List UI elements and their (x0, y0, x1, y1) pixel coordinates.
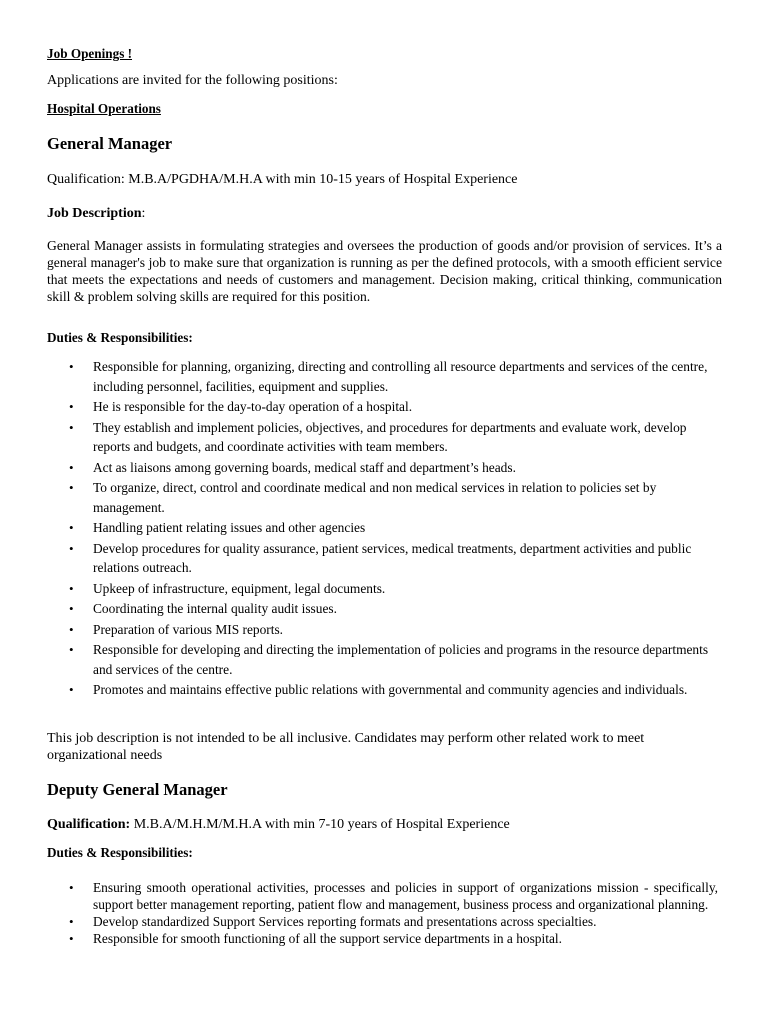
list-item: • To organize, direct, control and coordinate medical and non medical services in relation to policies set by management. (69, 480, 657, 515)
gm-disclaimer: This job description is not intended to be all inclusive. Candidates may perform other related work to meet organizational needs (47, 731, 645, 763)
bullet-icon: • (69, 601, 74, 616)
bullet-icon: • (69, 880, 74, 895)
bullet-icon: • (69, 682, 74, 697)
bullet-icon: • (69, 621, 74, 637)
gm-duties-label: Duties & Responsibilities: (47, 330, 193, 345)
job-description-label-text: Job Description (47, 206, 142, 221)
department-heading: Hospital Operations (47, 101, 161, 116)
list-item: • They establish and implement policies, objectives, and procedures for departments and evaluate work, develop reports and budgets, and coordinate activities with team members. (69, 419, 687, 454)
gm-title: General Manager (47, 134, 173, 153)
job-openings-heading: Job Openings ! (47, 46, 133, 61)
dgm-duties-list (47, 879, 722, 947)
dgm-qualification (47, 816, 510, 833)
bullet-icon: • (69, 359, 74, 374)
dgm-qualification-label: Qualification: (47, 817, 131, 832)
list-item: • He is responsible for the day-to-day operation of a hospital. (47, 397, 722, 417)
bullet-icon: • (69, 520, 74, 535)
list-item: • Responsible for developing and directing the implementation of policies and programs in the resource departments and services of the centre. (69, 642, 709, 677)
list-item: • Develop standardized Support Services reporting formats and presentations across specialties. (69, 914, 597, 929)
bullet-icon: • (69, 480, 74, 495)
list-item: • Ensuring smooth operational activities, processes and policies in support of organizations mission - specifically, support better management reporting, patient flow and management, business process and organizational planning. (69, 880, 718, 912)
bullet-icon: • (69, 580, 74, 596)
bullet-icon: • (69, 399, 74, 414)
dgm-qualification-text: M.B.A/M.H.M/M.H.A with min 7-10 years of Hospital Experience (130, 817, 510, 832)
bullet-icon: • (69, 540, 74, 556)
bullet-icon: • (69, 914, 74, 929)
list-item: • Coordinating the internal quality audit issues. (47, 599, 722, 619)
job-description-colon: : (141, 206, 146, 221)
list-item: • Develop procedures for quality assurance, patient services, medical treatments, department activities and public relations outreach. (69, 540, 692, 575)
gm-duties-list (47, 357, 722, 701)
dgm-duties-label: Duties & Responsibilities: (47, 845, 193, 860)
bullet-icon: • (69, 419, 74, 435)
list-item: • Act as liaisons among governing boards, medical staff and department’s heads. (47, 458, 722, 478)
list-item: • Handling patient relating issues and other agencies (47, 518, 722, 538)
bullet-icon: • (69, 642, 74, 657)
gm-job-description-label (47, 205, 145, 222)
intro-text: Applications are invited for the following positions: (47, 73, 338, 88)
list-item: • Preparation of various MIS reports. (47, 620, 722, 640)
dgm-title: Deputy General Manager (47, 780, 228, 799)
bullet-icon: • (69, 931, 74, 946)
gm-qualification: Qualification: M.B.A/PGDHA/M.H.A with min 10-15 years of Hospital Experience (47, 172, 518, 187)
list-item: • Responsible for smooth functioning of all the support service departments in a hospital. (69, 931, 562, 946)
list-item: • Responsible for planning, organizing, directing and controlling all resource departments and services of the centre, including personnel, facilities, equipment and supplies. (69, 359, 708, 394)
list-item: • Upkeep of infrastructure, equipment, legal documents. (47, 579, 722, 599)
gm-job-description-text: General Manager assists in formulating strategies and oversees the production of goods and/or provision of services. It’s a general manager's job to make sure that organization is running as per the defined protocols, with a smooth efficient service that meets the expectations and needs of customers and management. Decision making, critical thinking, communication skill & problem solving skills are required for this position. (47, 238, 722, 304)
list-item: • Promotes and maintains effective public relations with governmental and community agencies and individuals. (47, 680, 722, 700)
bullet-icon: • (69, 459, 74, 475)
